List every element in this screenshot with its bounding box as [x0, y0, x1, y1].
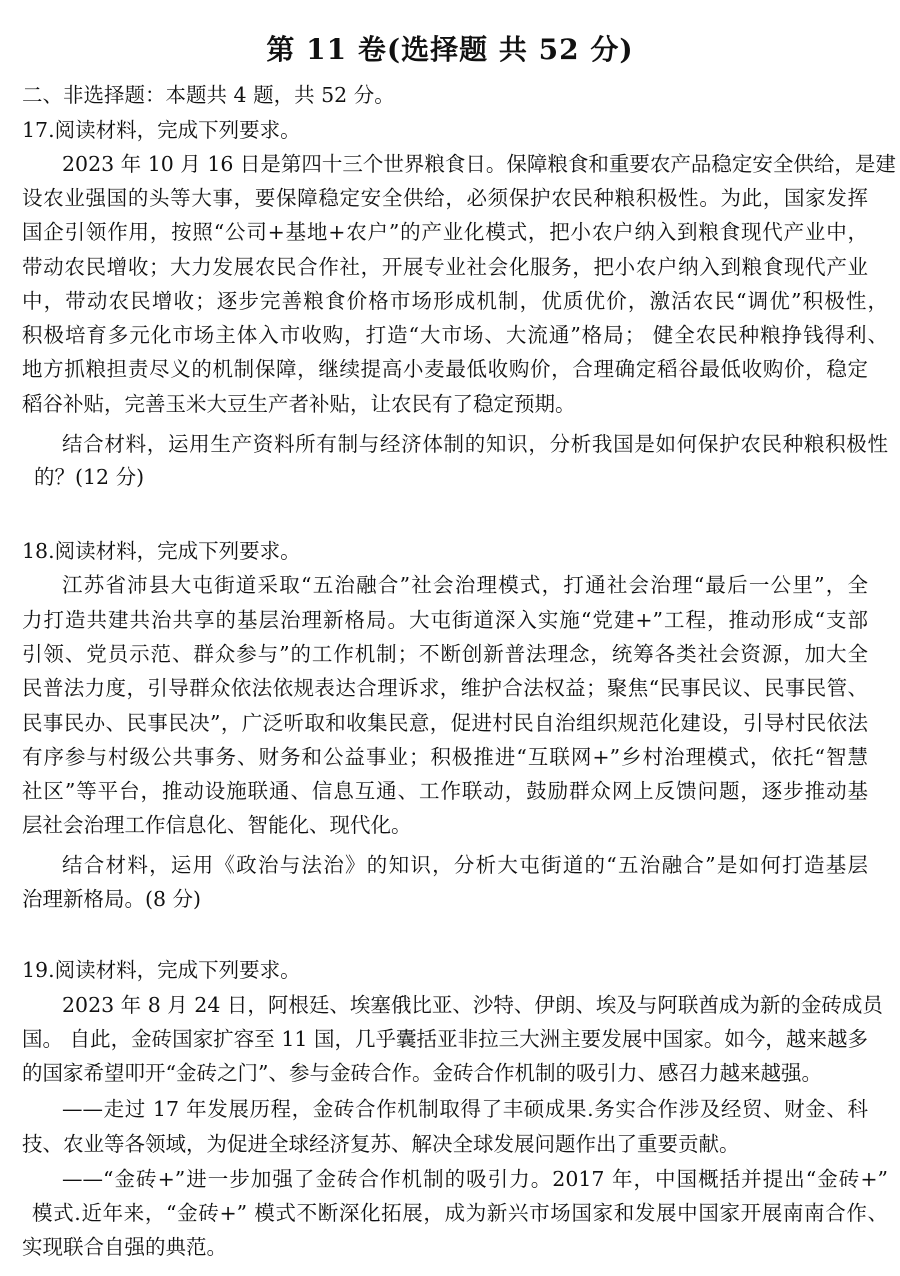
- q18-material-line: 有序参与村级公共事务、财务和公益事业；积极推进“互联网+”乡村治理模式，依托“智慧: [22, 745, 868, 769]
- q18-material-line: 民事民办、民事民决”，广泛听取和收集民意，促进村民自治组织规范化建设，引导村民依法: [22, 711, 868, 735]
- q18-question-line: 结合材料，运用《政治与法治》的知识，分析大屯街道的“五治融合”是如何打造基层: [62, 853, 868, 877]
- q19-heading: 19.阅读材料，完成下列要求。: [22, 958, 301, 982]
- q19-material-line: 的国家希望叩开“金砖之门”、参与金砖合作。金砖合作机制的吸引力、感召力越来越强。: [22, 1061, 822, 1085]
- q17-material-line: 地方抓粮担责尽义的机制保障，继续提高小麦最低收购价，合理确定稻谷最低收购价，稳定: [22, 357, 868, 381]
- q18-heading: 18.阅读材料，完成下列要求。: [22, 539, 301, 563]
- q17-material-line: 中，带动农民增收；逐步完善粮食价格市场形成机制，优质优价，激活农民“调优”积极性，: [22, 289, 888, 313]
- q18-material-line: 社区”等平台，推动设施联通、信息互通、工作联动，鼓励群众网上反馈问题，逐步推动基: [22, 779, 868, 803]
- q17-material-line: 设农业强国的头等大事，要保障稳定安全供给，必须保护农民种粮积极性。为此，国家发挥: [22, 186, 868, 210]
- q19-material-line: 实现联合自强的典范。: [22, 1235, 227, 1259]
- q18-material-line: 引领、党员示范、群众参与”的工作机制；不断创新普法理念，统筹各类社会资源，加大全: [22, 642, 868, 666]
- q19-material-line: 国。 自此，金砖国家扩容至 11 国，几乎囊括亚非拉三大洲主要发展中国家。如今，越来越多: [22, 1027, 868, 1051]
- q17-material-line: 2023 年 10 月 16 日是第四十三个世界粮食日。保障粮食和重要农产品稳定安全供给，是建: [62, 152, 896, 176]
- q19-material-line: 2023 年 8 月 24 日，阿根廷、埃塞俄比亚、沙特、伊朗、埃及与阿联酋成为新的金砖成员: [62, 993, 883, 1017]
- q17-material-line: 积极培育多元化市场主体入市收购，打造“大市场、大流通”格局； 健全农民种粮挣钱得利、: [22, 323, 888, 347]
- q18-material-line: 力打造共建共治共享的基层治理新格局。大屯街道深入实施“党建+”工程，推动形成“支部: [22, 608, 868, 632]
- q19-material-line: ——走过 17 年发展历程，金砖合作机制取得了丰硕成果.务实合作涉及经贸、财金、科: [62, 1097, 868, 1121]
- q19-material-line: 模式.近年来，“金砖+” 模式不断深化拓展，成为新兴市场国家和发展中国家开展南南合作、: [32, 1201, 888, 1225]
- page-title: 第 11 卷(选择题 共 52 分): [266, 33, 634, 66]
- q19-material-line: 技、农业等各领域，为促进全球经济复苏、解决全球发展问题作出了重要贡献。: [22, 1132, 740, 1156]
- q17-material-line: 国企引领作用，按照“公司+基地+农户”的产业化模式，把小农户纳入到粮食现代产业中，: [22, 220, 868, 244]
- section-heading: 二、非选择题：本题共 4 题，共 52 分。: [22, 83, 395, 107]
- q19-material-line: ——“金砖+”进一步加强了金砖合作机制的吸引力。2017 年，中国概括并提出“金砖+”: [62, 1167, 888, 1191]
- q17-question-line: 结合材料，运用生产资料所有制与经济体制的知识，分析我国是如何保护农民种粮积极性: [62, 432, 888, 456]
- q17-heading: 17.阅读材料，完成下列要求。: [22, 118, 301, 142]
- q17-material-line: 带动农民增收；大力发展农民合作社，开展专业社会化服务，把小农户纳入到粮食现代产业: [22, 255, 868, 279]
- q17-material-line: 稻谷补贴，完善玉米大豆生产者补贴，让农民有了稳定预期。: [22, 392, 576, 416]
- q18-material-line: 层社会治理工作信息化、智能化、现代化。: [22, 813, 412, 837]
- q18-question-line: 治理新格局。(8 分): [22, 887, 202, 911]
- q18-material-line: 民普法力度，引导群众依法依规表达合理诉求，维护合法权益；聚焦“民事民议、民事民管、: [22, 676, 868, 700]
- q17-question-line: 的？(12 分): [34, 465, 145, 489]
- q18-material-line: 江苏省沛县大屯街道采取“五治融合”社会治理模式，打通社会治理“最后一公里”，全: [62, 573, 868, 597]
